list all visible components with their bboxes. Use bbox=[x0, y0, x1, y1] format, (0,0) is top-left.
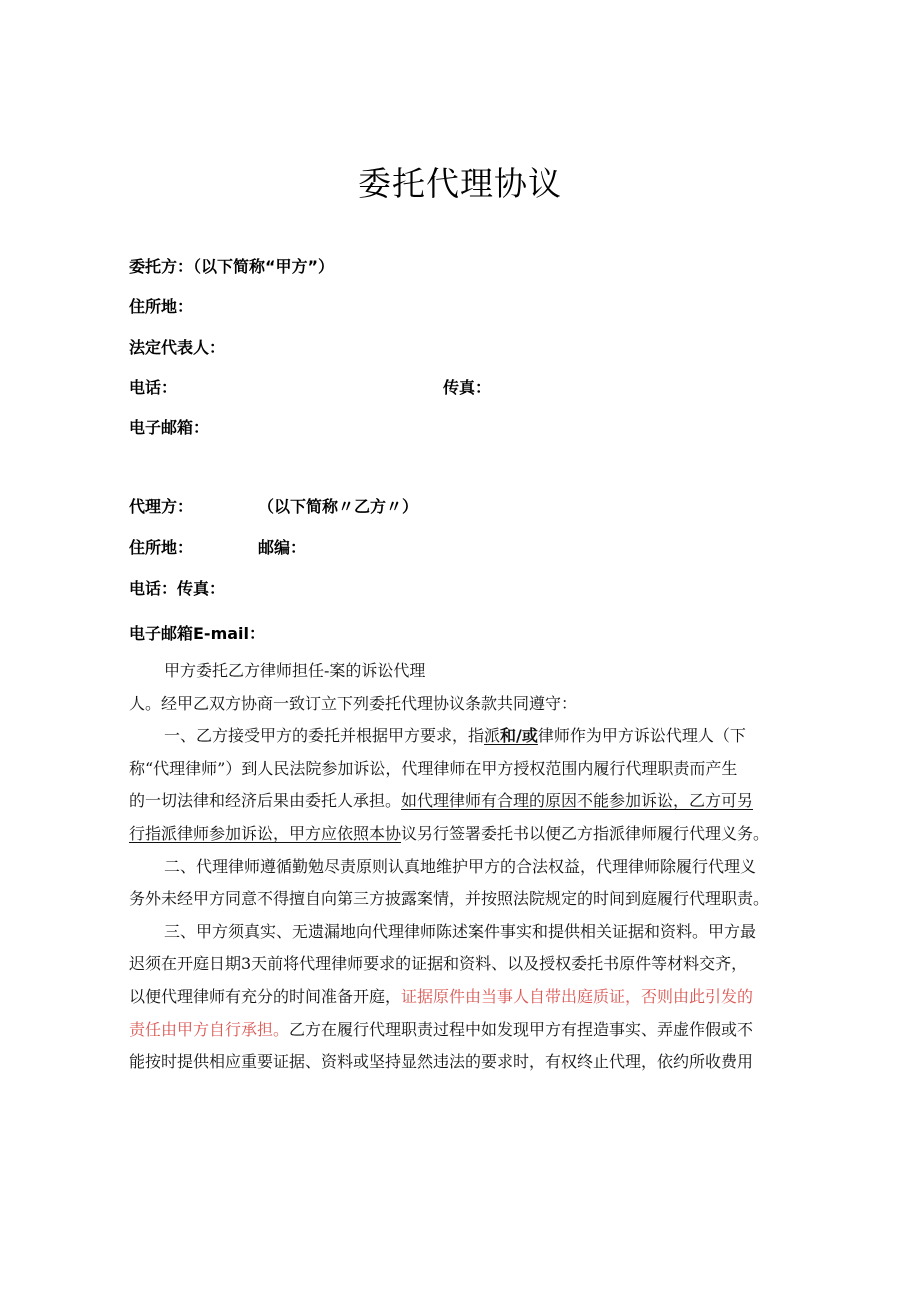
intro-line-1: 甲方委托乙方律师担任-案的诉讼代理 bbox=[164, 661, 426, 680]
client-label: 委托方：（以下简称“甲方”） bbox=[129, 257, 335, 276]
clause-3-line-4-plain: 乙方在履行代理职责过程中如发现甲方有捏造事实、弄虚作假或不 bbox=[289, 1019, 754, 1039]
agreement-body bbox=[129, 655, 793, 1079]
agent-label: 代理方： bbox=[129, 497, 194, 516]
clause-3-line-4-red: 责任由甲方自行承担。 bbox=[129, 1019, 290, 1039]
clause-1-assign: 派 bbox=[484, 726, 501, 746]
clause-1-and-or: 和/或 bbox=[500, 726, 538, 746]
clause-3-line-3 bbox=[129, 981, 793, 1014]
intro-line-2: 人。经甲乙双方协商一致订立下列委托代理协议条款共同遵守： bbox=[129, 693, 578, 713]
agent-email-label: 电子邮箱E-mail： bbox=[129, 624, 266, 643]
clause-1-line-4-underlined: 行指派律师参加诉讼，甲方应依照本协 bbox=[129, 823, 402, 843]
clause-3-line-4 bbox=[129, 1014, 793, 1047]
client-fax-label: 传真： bbox=[443, 378, 492, 397]
clause-2-line-2: 务外未经甲方同意不得擅自向第三方披露案情，并按照法院规定的时间到庭履行代理职责。 bbox=[129, 889, 770, 909]
clause-1-line-3-underlined: 如代理律师有合理的原因不能参加诉讼，乙方可另 bbox=[401, 791, 754, 811]
document-title: 委托代理协议 bbox=[358, 164, 562, 203]
clause-3-line-3-plain: 以便代理律师有充分的时间准备开庭， bbox=[129, 986, 402, 1006]
legal-representative-label: 法定代表人： bbox=[129, 338, 226, 357]
agent-address-label: 住所地： bbox=[129, 538, 194, 557]
clause-1-line-3-plain: 的一切法律和经济后果由委托人承担。 bbox=[129, 791, 402, 811]
client-address-label: 住所地： bbox=[129, 297, 194, 316]
clause-1-line-4 bbox=[129, 818, 793, 851]
clause-2-line-1: 二、代理律师遵循勤勉尽责原则认真地维护甲方的合法权益，代理律师除履行代理义 bbox=[164, 856, 757, 876]
clause-1-line-2: 称“代理律师”）到人民法院参加诉讼，代理律师在甲方授权范围内履行代理职责而产生 bbox=[129, 758, 738, 778]
clause-3-line-3-red: 证据原件由当事人自带出庭质证，否则由此引发的 bbox=[401, 986, 754, 1006]
agent-phone-fax-label: 电话：传真： bbox=[129, 579, 226, 598]
client-phone-label: 电话： bbox=[129, 378, 178, 397]
clause-3-line-1: 三、甲方须真实、无遗漏地向代理律师陈述案件事实和提供相关证据和资料。甲方最 bbox=[164, 921, 757, 941]
clause-1-line-1 bbox=[129, 720, 793, 753]
agent-postcode-label: 邮编： bbox=[258, 538, 307, 557]
clause-1-line-3 bbox=[129, 785, 793, 818]
client-email-label: 电子邮箱： bbox=[129, 418, 210, 437]
clause-1-line-4-plain: 议另行签署委托书以便乙方指派律师履行代理义务。 bbox=[401, 823, 770, 843]
clause-3-line-2: 迟须在开庭日期3天前将代理律师要求的证据和资料、以及授权委托书原件等材料交齐， bbox=[129, 954, 748, 974]
clause-1-text-b: 律师作为甲方诉讼代理人（下 bbox=[537, 726, 746, 746]
clause-3-line-5: 能按时提供相应重要证据、资料或坚持显然违法的要求时，有权终止代理，依约所收费用 bbox=[129, 1052, 754, 1072]
clause-1-text-a: 一、乙方接受甲方的委托并根据甲方要求，指 bbox=[164, 726, 485, 746]
agent-alias-label: （以下简称〃乙方〃） bbox=[258, 497, 419, 516]
